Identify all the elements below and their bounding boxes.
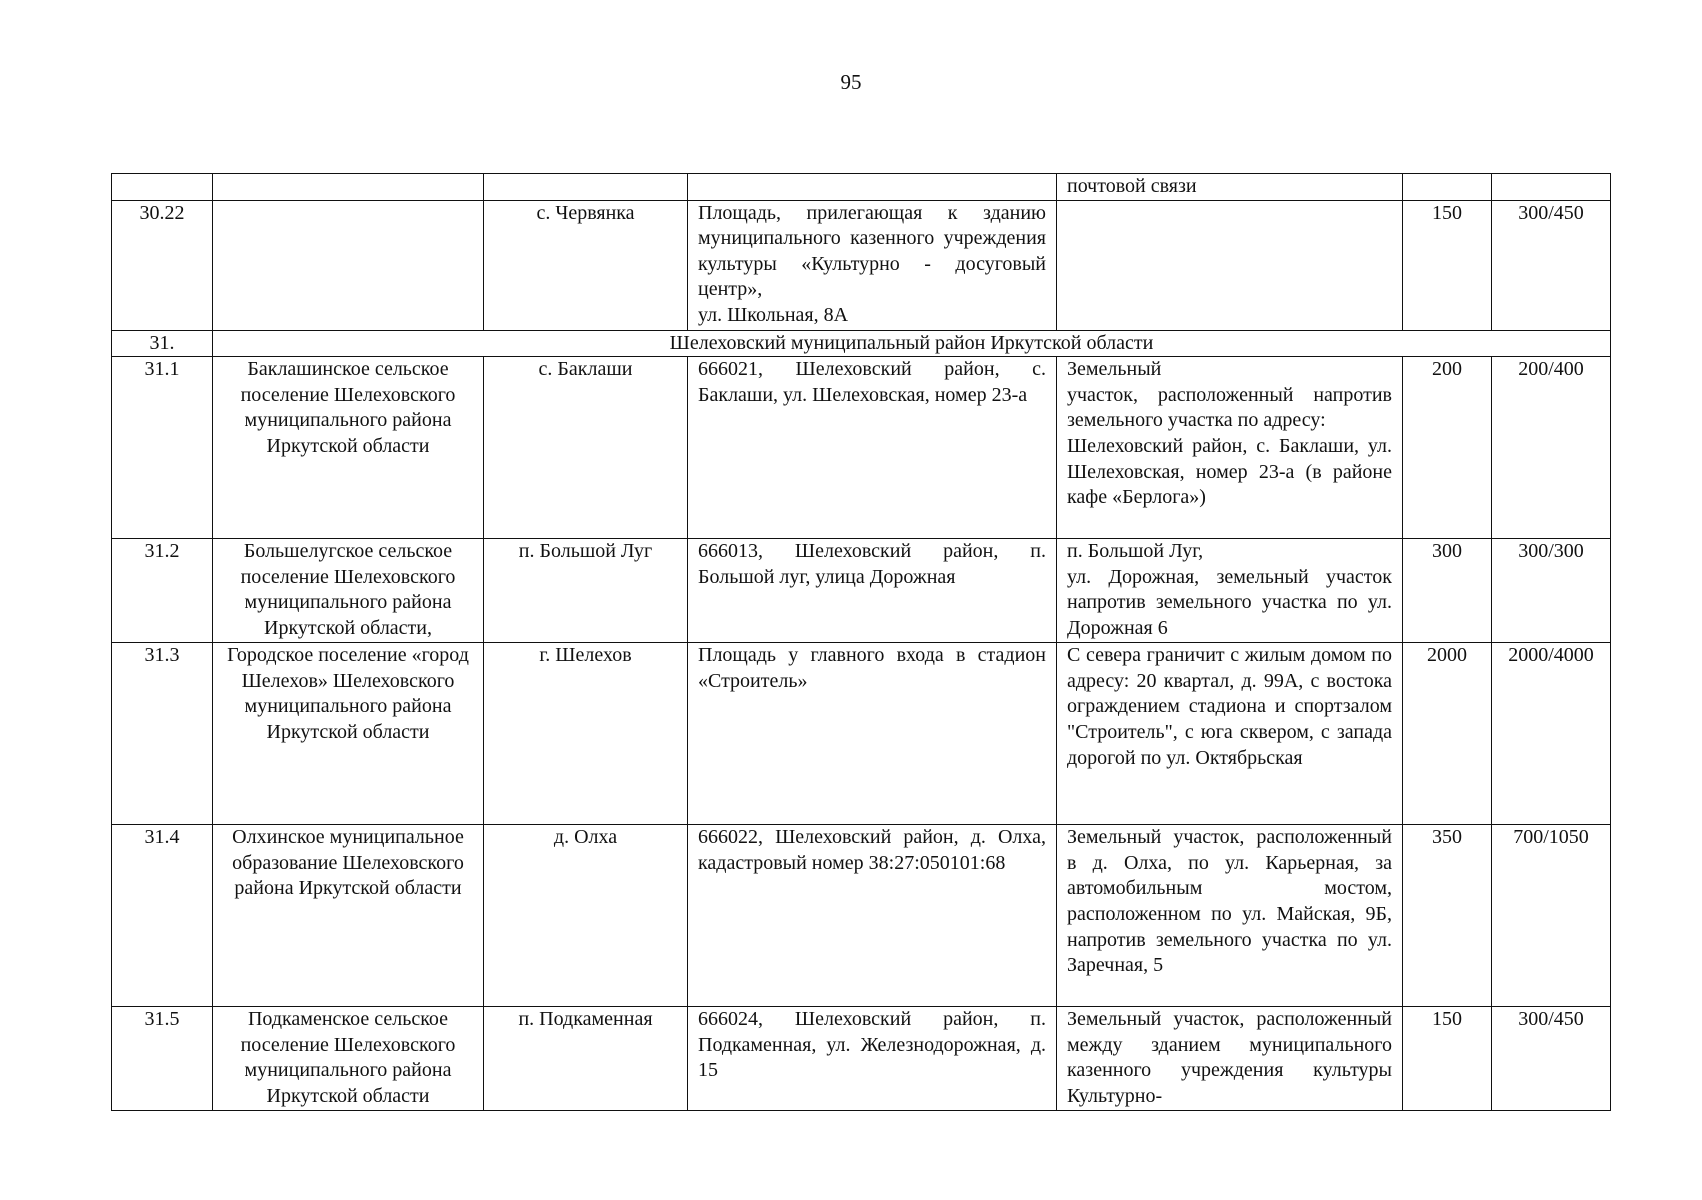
- place-cell: 666024, Шелеховский район, п. Подкаменная, ул. Железнодорожная, д. 15: [688, 1007, 1057, 1111]
- settlement-cell: с. Червянка: [484, 200, 688, 330]
- boundaries-cell: С севера граничит с жилым домом по адресу: 20 квартал, д. 99А, с востока ограждением стадиона и спортзалом "Строитель", с юга сквером, с запада дорогой по ул. Октябрьская: [1057, 643, 1403, 825]
- place-cell: [688, 174, 1057, 201]
- place-cell: 666022, Шелеховский район, д. Олха, кадастровый номер 38:27:050101:68: [688, 825, 1057, 1007]
- boundaries-cell: Земельный участок, расположенный между зданием муниципального казенного учреждения культуры Культурно-: [1057, 1007, 1403, 1111]
- row-number-cell: 31.2: [112, 539, 213, 643]
- section-row: [112, 330, 1611, 357]
- area-cell: 350: [1403, 825, 1492, 1007]
- table-row: [112, 539, 1611, 643]
- place-text: Площадь, прилегающая к зданию муниципального казенного учреждения культуры «Культурно - досуговый центр», ул. Школьная, 8А: [698, 201, 1046, 326]
- place-cell: [688, 200, 1057, 330]
- settlement-cell: п. Большой Луг: [484, 539, 688, 643]
- boundaries-text: Земельный участок, расположенный напротив земельного участка по адресу: Шелеховский район, с. Баклаши, ул. Шелеховская, номер 23-а (в районе кафе «Берлога»): [1067, 358, 1392, 509]
- municipality-cell: [213, 174, 484, 201]
- boundaries-text: почтовой связи: [1067, 175, 1197, 197]
- table-row: [112, 643, 1611, 825]
- boundaries-cell: [1057, 200, 1403, 330]
- locations-table: [111, 173, 1611, 1111]
- municipality-cell: Олхинское муниципальное образование Шелеховского района Иркутской области: [213, 825, 484, 1007]
- settlement-cell: д. Олха: [484, 825, 688, 1007]
- table-row: [112, 357, 1611, 539]
- area-cell: 150: [1403, 200, 1492, 330]
- municipality-cell: Подкаменское сельское поселение Шелеховского муниципального района Иркутской области: [213, 1007, 484, 1111]
- municipality-cell: Городское поселение «город Шелехов» Шелеховского муниципального района Иркутской области: [213, 643, 484, 825]
- settlement-cell: с. Баклаши: [484, 357, 688, 539]
- places-cell: 300/300: [1492, 539, 1611, 643]
- settlement-cell: г. Шелехов: [484, 643, 688, 825]
- places-cell: 700/1050: [1492, 825, 1611, 1007]
- municipality-cell: Баклашинское сельское поселение Шелеховского муниципального района Иркутской области: [213, 357, 484, 539]
- place-cell: 666013, Шелеховский район, п. Большой луг, улица Дорожная: [688, 539, 1057, 643]
- boundaries-cell: Земельный участок, расположенный в д. Олха, по ул. Карьерная, за автомобильным мостом, расположенном по ул. Майская, 9Б, напротив земельного участка по ул. Заречная, 5: [1057, 825, 1403, 1007]
- place-cell: Площадь у главного входа в стадион «Строитель»: [688, 643, 1057, 825]
- places-cell: [1492, 174, 1611, 201]
- row-number-cell: 31.5: [112, 1007, 213, 1111]
- municipality-cell: [213, 200, 484, 330]
- boundaries-cell: [1057, 539, 1403, 643]
- row-number-cell: 31.4: [112, 825, 213, 1007]
- area-cell: [1403, 174, 1492, 201]
- places-cell: 200/400: [1492, 357, 1611, 539]
- places-cell: 300/450: [1492, 1007, 1611, 1111]
- places-cell: 300/450: [1492, 200, 1611, 330]
- settlement-cell: [484, 174, 688, 201]
- boundaries-cell: [1057, 357, 1403, 539]
- row-number-cell: 31.3: [112, 643, 213, 825]
- boundaries-text: п. Большой Луг, ул. Дорожная, земельный участок напротив земельного участка по ул. Дорожная 6: [1067, 540, 1392, 639]
- area-cell: 150: [1403, 1007, 1492, 1111]
- table-row: [112, 1007, 1611, 1111]
- area-cell: 300: [1403, 539, 1492, 643]
- table-row: [112, 825, 1611, 1007]
- table-row: [112, 174, 1611, 201]
- places-cell: 2000/4000: [1492, 643, 1611, 825]
- place-cell: 666021, Шелеховский район, с. Баклаши, ул. Шелеховская, номер 23-а: [688, 357, 1057, 539]
- boundaries-cell: [1057, 174, 1403, 201]
- municipality-cell: Большелугское сельское поселение Шелеховского муниципального района Иркутской области,: [213, 539, 484, 643]
- row-number-cell: 31.1: [112, 357, 213, 539]
- area-cell: 2000: [1403, 643, 1492, 825]
- table-row: [112, 200, 1611, 330]
- section-title-cell: Шелеховский муниципальный район Иркутской области: [213, 330, 1611, 357]
- section-number-cell: 31.: [112, 330, 213, 357]
- row-number-cell: [112, 174, 213, 201]
- settlement-cell: п. Подкаменная: [484, 1007, 688, 1111]
- row-number-cell: 30.22: [112, 200, 213, 330]
- area-cell: 200: [1403, 357, 1492, 539]
- page-number: 95: [840, 70, 862, 94]
